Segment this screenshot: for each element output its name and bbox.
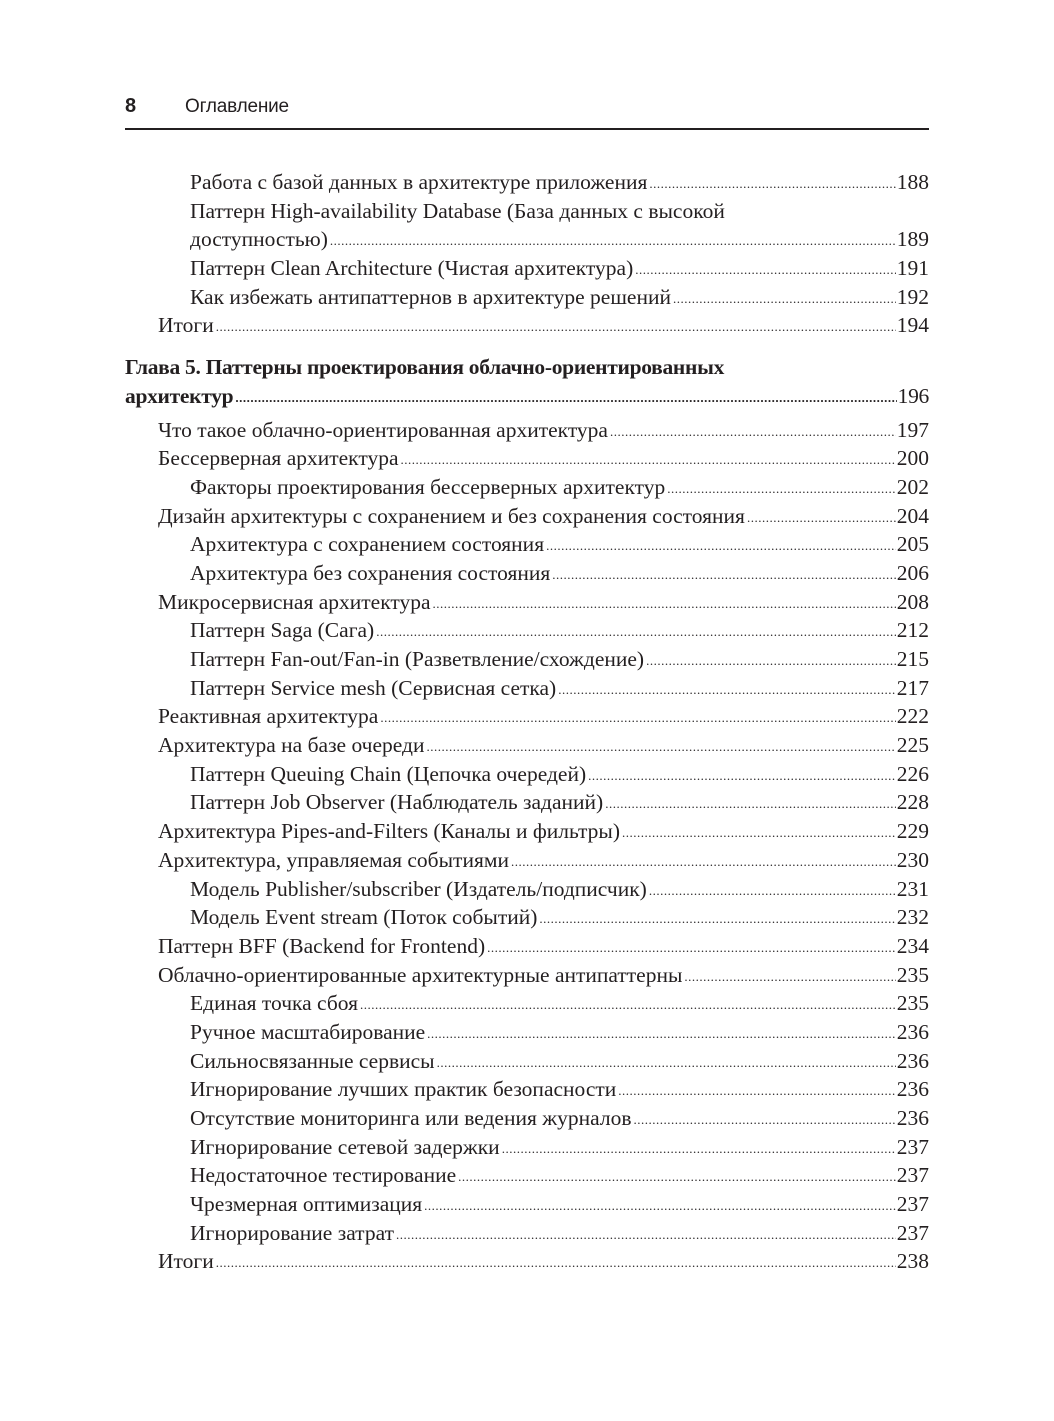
dot-leader [539, 902, 895, 934]
toc-entry-page: 236 [896, 1019, 929, 1044]
toc-entry-page: 202 [896, 474, 929, 499]
dot-leader [558, 673, 896, 705]
toc-entry[interactable] [125, 817, 929, 846]
header-rule [125, 128, 929, 130]
toc-entry-title: Паттерн High-availability Database (База данных с высокой [190, 198, 725, 223]
toc-entry[interactable] [125, 674, 929, 703]
toc-entry-title: Паттерн Fan-out/Fan-in (Разветвление/схождение) [190, 647, 645, 671]
toc-entry-title: Итоги [158, 1249, 214, 1274]
toc-entry-title: Модель Event stream (Поток событий) [190, 905, 538, 930]
toc-entry[interactable] [125, 645, 929, 674]
dot-leader [396, 1218, 896, 1250]
dot-leader [673, 282, 896, 314]
toc-entry[interactable] [125, 283, 929, 312]
toc-entry[interactable] [125, 702, 929, 731]
chapter-title-line [125, 382, 929, 411]
dot-leader [684, 960, 895, 992]
toc-entry[interactable] [125, 502, 929, 531]
toc-entry[interactable] [125, 588, 929, 617]
toc-entry-title: Паттерн BFF (Backend for Frontend) [158, 933, 486, 958]
dot-leader [401, 443, 896, 475]
toc-entry-title: Игнорирование сетевой задержки [190, 1134, 500, 1159]
dot-leader [235, 381, 896, 413]
toc-entry-title: Архитектура, управляемая событиями [158, 847, 509, 872]
toc-entry-page: 192 [896, 284, 929, 309]
dot-leader [546, 529, 896, 561]
toc-entry-page: 205 [896, 532, 929, 557]
toc-entry[interactable] [125, 254, 929, 283]
toc-entry[interactable] [125, 616, 929, 645]
dot-leader [330, 224, 896, 256]
toc-entry-title: Архитектура Pipes-and-Filters (Каналы и фильтры) [158, 819, 621, 844]
running-head [125, 93, 929, 123]
toc-entry-page: 231 [896, 876, 929, 901]
table-of-contents [125, 168, 929, 1276]
toc-entry-line[interactable] [125, 197, 929, 226]
chapter-entries [125, 416, 929, 1277]
toc-entry-page: 229 [896, 819, 929, 844]
toc-entry[interactable] [125, 875, 929, 904]
chapter-title-cont: архитектур [125, 383, 234, 408]
dot-leader [649, 874, 896, 906]
toc-entry[interactable] [125, 416, 929, 445]
dot-leader [216, 310, 896, 342]
toc-entry-title: Итоги [158, 313, 214, 338]
toc-entry-title: Модель Publisher/subscriber (Издатель/подписчик) [190, 876, 647, 901]
toc-entry[interactable] [125, 473, 929, 502]
toc-entry-title: Реактивная архитектура [158, 704, 379, 729]
toc-entry-title: Паттерн Job Observer (Наблюдатель заданий) [190, 790, 604, 815]
toc-entry[interactable] [125, 731, 929, 760]
dot-leader [380, 701, 895, 733]
toc-entry-page: 217 [896, 675, 929, 700]
toc-entry-title: Микросервисная архитектура [158, 589, 431, 614]
toc-entry-title: Ручное масштабирование [190, 1019, 426, 1044]
dot-leader [649, 167, 895, 199]
toc-entry-title: Архитектура без сохранения состояния [190, 560, 551, 585]
dot-leader [433, 587, 896, 619]
toc-entry-page: 232 [896, 905, 929, 930]
toc-entry-page: 222 [896, 704, 929, 729]
toc-entry[interactable] [125, 1104, 929, 1133]
dot-leader [424, 1189, 896, 1221]
dot-leader [216, 1246, 896, 1278]
dot-leader [618, 1074, 895, 1106]
toc-entry-page: 236 [896, 1048, 929, 1073]
toc-entry-page: 189 [896, 227, 929, 252]
toc-entry-title: Чрезмерная оптимизация [190, 1192, 423, 1217]
toc-entry-title: Облачно-ориентированные архитектурные антипаттерны [158, 962, 683, 987]
chapter-title: Глава 5. Паттерны проектирования облачно-ориентированных [125, 355, 725, 380]
toc-entry-page: 188 [896, 170, 929, 194]
toc-entry-page: 237 [896, 1220, 929, 1245]
dot-leader [667, 472, 896, 504]
toc-entry-page: 228 [896, 790, 929, 815]
dot-leader [605, 787, 896, 819]
toc-entry[interactable] [125, 1219, 929, 1248]
dot-leader [360, 988, 896, 1020]
toc-entry[interactable] [125, 989, 929, 1018]
dot-leader [588, 759, 896, 791]
toc-entry-page: 230 [896, 847, 929, 872]
toc-entry-page: 215 [896, 647, 929, 671]
toc-entry[interactable] [125, 444, 929, 473]
toc-entry-title: Бессерверная архитектура [158, 446, 399, 471]
toc-entry-title: Паттерн Saga (Сага) [190, 618, 375, 643]
toc-entry-title: Факторы проектирования бессерверных архитектур [190, 474, 666, 499]
toc-entry-title: Игнорирование лучших практик безопасности [190, 1077, 617, 1102]
dot-leader [437, 1046, 896, 1078]
chapter-title-line [125, 353, 929, 382]
toc-entry[interactable] [125, 1247, 929, 1276]
chapter-heading[interactable] [125, 353, 929, 410]
toc-entry-title: Паттерн Clean Architecture (Чистая архитектура) [190, 256, 634, 281]
chapter-page: 196 [897, 383, 929, 408]
toc-entry-title: Отсутствие мониторинга или ведения журналов [190, 1106, 632, 1130]
toc-entry-title: Паттерн Queuing Chain (Цепочка очередей) [190, 761, 587, 786]
dot-leader [458, 1160, 896, 1192]
toc-entry-page: 234 [896, 933, 929, 958]
toc-entry-page: 226 [896, 761, 929, 786]
toc-entry[interactable] [125, 1075, 929, 1104]
toc-entry[interactable] [125, 961, 929, 990]
toc-entry[interactable] [125, 1161, 929, 1190]
toc-entry[interactable] [125, 559, 929, 588]
toc-entry[interactable] [125, 846, 929, 875]
toc-entry-title-cont: доступностью) [190, 227, 328, 252]
dot-leader [610, 415, 896, 447]
toc-entry[interactable] [125, 788, 929, 817]
dot-leader [622, 816, 896, 848]
dot-leader [376, 615, 896, 647]
dot-leader [747, 501, 896, 533]
toc-entry-title: Архитектура на базе очереди [158, 733, 425, 758]
toc-entry[interactable] [125, 530, 929, 559]
dot-leader [552, 558, 896, 590]
dot-leader [487, 931, 896, 963]
page-number: 8 [125, 95, 137, 117]
toc-entry-page: 206 [896, 560, 929, 585]
dot-leader [633, 1103, 895, 1135]
toc-entry-page: 200 [896, 446, 929, 471]
toc-entry-page: 238 [896, 1249, 929, 1274]
toc-entry[interactable] [125, 225, 929, 254]
dot-leader [427, 1017, 896, 1049]
toc-entry-title: Сильносвязанные сервисы [190, 1048, 435, 1073]
toc-entry-page: 237 [896, 1163, 929, 1188]
toc-entry[interactable] [125, 932, 929, 961]
toc-entry-title: Паттерн Service mesh (Сервисная сетка) [190, 675, 557, 700]
toc-entry[interactable] [125, 1018, 929, 1047]
toc-entry-page: 208 [896, 589, 929, 614]
toc-entry-title: Игнорирование затрат [190, 1220, 394, 1245]
toc-entry-title: Единая точка сбоя [190, 991, 359, 1016]
toc-entry[interactable] [125, 903, 929, 932]
toc-entry-page: 225 [896, 733, 929, 758]
toc-entry-title: Что такое облачно-ориентированная архитектура [158, 417, 608, 442]
toc-entry-page: 237 [896, 1192, 929, 1217]
toc-entry-page: 191 [896, 256, 929, 281]
dot-leader [511, 845, 896, 877]
toc-entry-page: 212 [896, 618, 929, 643]
toc-entry-title: Недостаточное тестирование [190, 1163, 457, 1188]
toc-entry-title: Как избежать антипаттернов в архитектуре решений [190, 284, 671, 309]
toc-entry-title: Архитектура с сохранением состояния [190, 532, 545, 557]
toc-entry-page: 197 [896, 417, 929, 442]
toc-entry-page: 235 [896, 962, 929, 987]
toc-entry[interactable] [125, 1047, 929, 1076]
toc-entry-page: 235 [896, 991, 929, 1016]
dot-leader [646, 644, 896, 676]
toc-entry[interactable] [125, 760, 929, 789]
toc-entry-title: Работа с базой данных в архитектуре приложения [190, 170, 648, 194]
section-title: Оглавление [185, 96, 289, 117]
toc-entry-page: 237 [896, 1134, 929, 1159]
toc-entry-page: 194 [896, 313, 929, 338]
dot-leader [502, 1132, 896, 1164]
toc-entry-page: 236 [896, 1106, 929, 1130]
toc-entry[interactable] [125, 311, 929, 340]
dot-leader [426, 730, 895, 762]
toc-entry-page: 236 [896, 1077, 929, 1102]
toc-entry[interactable] [125, 1133, 929, 1162]
toc-entry[interactable] [125, 1190, 929, 1219]
dot-leader [635, 253, 896, 285]
toc-entry-page: 204 [896, 503, 929, 528]
toc-entry[interactable] [125, 168, 929, 197]
toc-entry-title: Дизайн архитектуры с сохранением и без сохранения состояния [158, 503, 745, 528]
